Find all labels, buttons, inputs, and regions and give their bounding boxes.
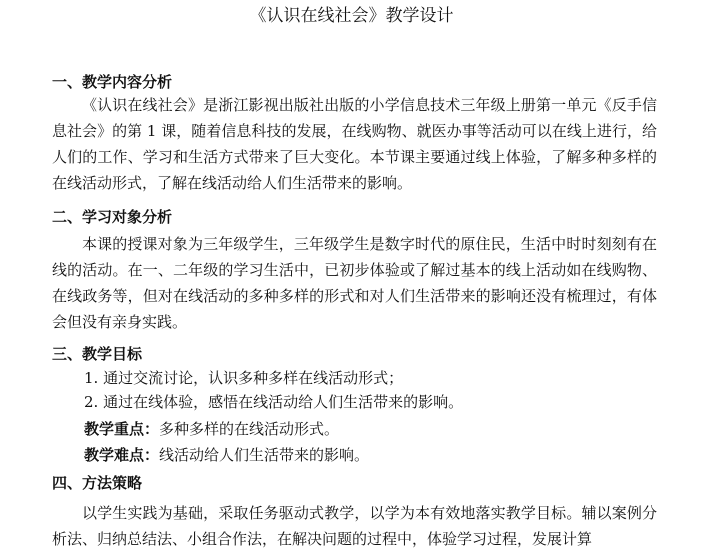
document-title: 《认识在线社会》教学设计 bbox=[249, 6, 454, 26]
key-point-label: 教学重点： bbox=[84, 420, 160, 438]
section-heading-learner-analysis: 二、学习对象分析 bbox=[52, 208, 173, 226]
difficulty-line bbox=[84, 444, 369, 466]
section-body-content-analysis: 《认识在线社会》是浙江影视出版社出版的小学信息技术三年级上册第一单元《反手信息社会》的第 1 课，随着信息科技的发展，在线购物、就医办事等活动可以在线上进行，给人们的工作、学习和生活方式带来了巨大变化。本节课主要通过线上体验，了解多种多样的在线活动形式，了解在线活动给人们生活带来的影响。 bbox=[52, 96, 657, 192]
section-body-methods: 以学生实践为基础，采取任务驱动式教学，以学为本有效地落实教学目标。辅以案例分析法、归纳总结法、小组合作法，在解决问题的过程中，体验学习过程，发展计算 bbox=[52, 504, 657, 548]
section-heading-objectives: 三、教学目标 bbox=[52, 345, 143, 363]
section-heading-content-analysis: 一、教学内容分析 bbox=[52, 73, 173, 91]
key-point-text: 多种多样的在线活动形式。 bbox=[159, 420, 340, 438]
objective-item-2: 2. 通过在线体验，感悟在线活动给人们生活带来的影响。 bbox=[84, 393, 464, 411]
objective-item-1: 1. 通过交流讨论，认识多种多样在线活动形式； bbox=[84, 369, 404, 387]
key-point-line bbox=[84, 418, 339, 440]
difficulty-text: 线活动给人们生活带来的影响。 bbox=[159, 446, 370, 464]
section-heading-methods: 四、方法策略 bbox=[52, 474, 143, 492]
section-body-learner-analysis: 本课的授课对象为三年级学生，三年级学生是数字时代的原住民，生活中时时刻刻有在线的活动。在一、二年级的学习生活中，已初步体验或了解过基本的线上活动如在线购物、在线政务等，但对在线活动的多种多样的形式和对人们生活带来的影响还没有梳理过，有体会但没有亲身实践。 bbox=[52, 235, 657, 331]
difficulty-label: 教学难点： bbox=[84, 446, 160, 464]
